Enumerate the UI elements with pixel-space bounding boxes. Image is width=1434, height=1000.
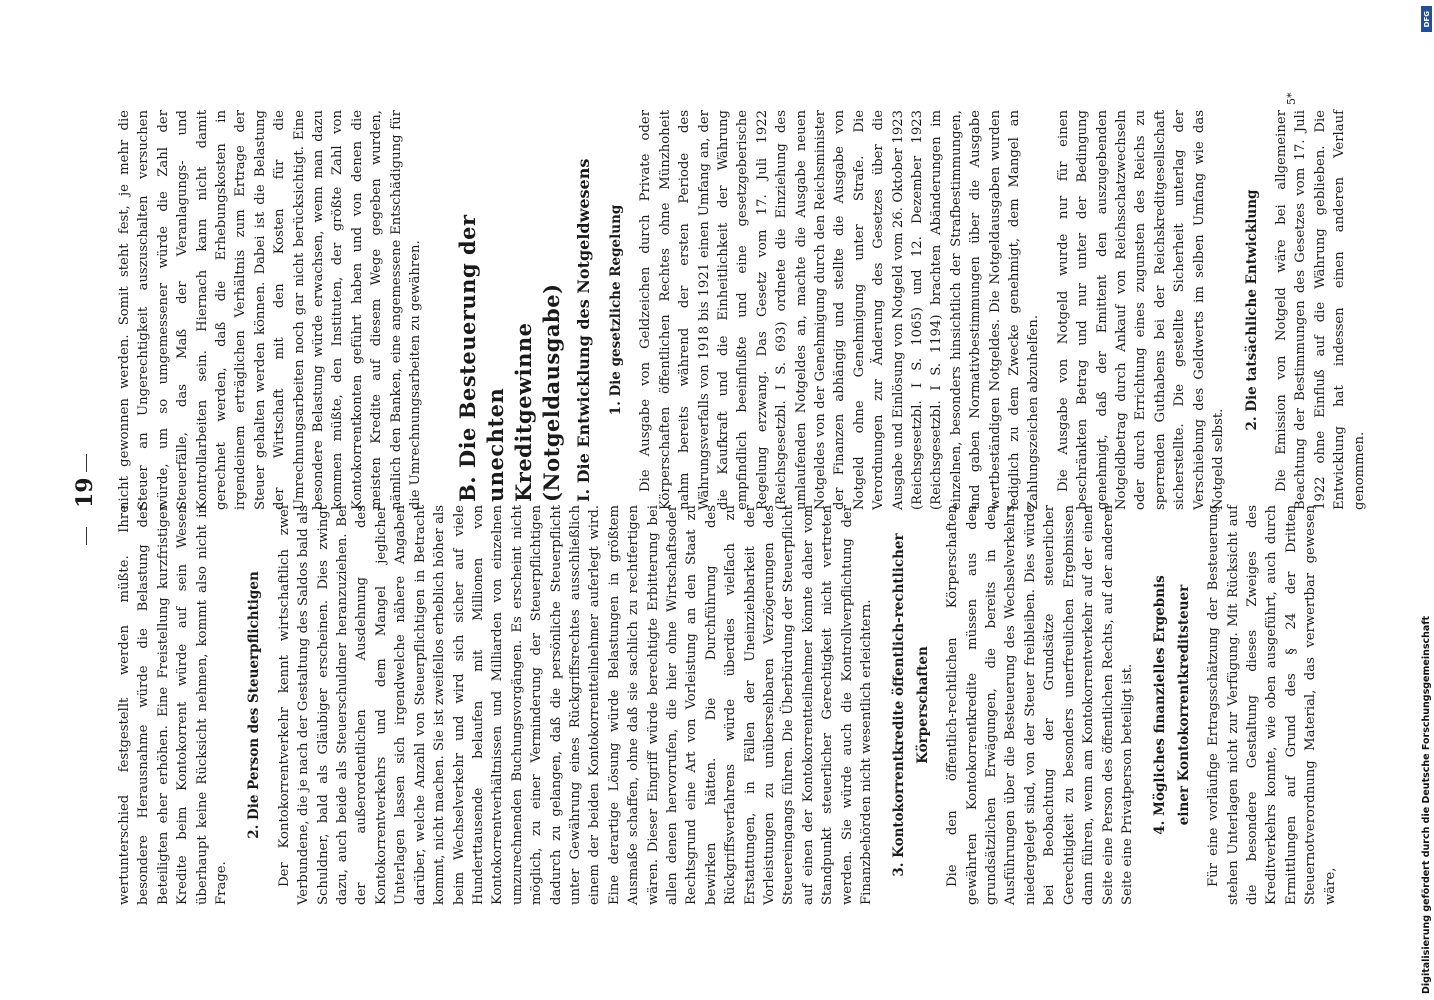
section-heading: einer Kontokorrentkreditsteuer [1175,584,1192,826]
section-heading: Körperschaften [914,646,931,764]
section-heading: 3. Kontokorrentkredite öffentlich-rechtlicher [891,533,908,877]
paragraph: wertunterschied festgestellt werden müßte. Ihre besondere Herausnahme würde die Belastung der Beteiligten eher erhöhen. Eine Freistellung kurzfristiger Kredite beim Kontokorrent würde auf sein Wesen überhaupt keine Rücksicht nehmen, kommt also nicht in Frage. [117,505,230,905]
paragraph: Die den öffentlich-rechtlichen Körperschaften gewährten Kontokorrentkredite müssen aus den grundsätzlichen Erwägungen, die bereits in den Ausführungen über die Besteuerung des Wechselverkehrs niedergelegt sind, von der Steuer freibleiben. Dies würde bei Beobachtung der Grundsätze steuerlicher Gerechtigkeit zu besonders unerfreulichen Ergebnissen dann führen, wenn am Kontokorrentverkehr auf der einen Seite eine Person des öffentlichen Rechts, auf der anderen Seite eine Privatperson beteiligt ist. [945,505,1135,905]
section-heading: 1. Die gesetzliche Regelung [607,204,624,416]
paragraph: Für eine vorläufige Ertragsschätzung der Besteuerung stehen Unterlagen nicht zur Verfügung. Mit Rücksicht auf die besondere Gestaltung dieses Zweiges des Kreditverkehrs konnte, wie oben ausgeführt, auch durch Ermittlungen auf Grund des § 24 der Dritten Steuernotverordnung Material, das verwertbar gewesen wäre, [1206,505,1338,905]
chapter-heading: Kreditgewinne (Notgeldausgabe) [510,283,564,502]
page-number: 19 [72,477,98,508]
paragraph: Die Ausgabe von Notgeld wurde nur für einen beschränkten Betrag und nur unter der Bedingung genehmigt, daß der Emittent den auszugebenden Notgeldbetrag durch Ankauf von Reichsschatzwechseln oder durch Errichtung eines zugunsten des Reichs zu sperrenden Guthabens bei der Reichskreditgesellschaft sicherstellte. Die gestellte Sicherheit unterlag der Verschiebung des Geldwerts im selben Umfang wie das Notgeld selbst. [1055,110,1227,510]
dfg-logo-text: DFG [1422,10,1431,28]
credit-text: Digitalisierung gefördert durch die Deutsche Forschungsgemeinschaft [1420,616,1432,994]
page-number-dash [86,527,87,545]
paragraph: Die Ausgabe von Geldzeichen durch Private oder Körperschaften öffentlichen Rechtes ohne Münzhoheit nahm bereits während der ersten Periode des Währungsverfalls von 1918 bis 1921 einen Umfang an, der die Kaufkraft und die Einheitlichkeit der Währung empfindlich beeinflußte und eine gesetzgeberische Regelung erzwang. Das Gesetz vom 17. Juli 1922 (Reichsgesetzbl. I S. 693) ordnete die Einziehung des umlaufenden Notgeldes an, machte die Ausgabe neuen Notgeldes von der Genehmigung durch den Reichsminister der Finanzen abhängig und stellte die Ausgabe von Notgeld ohne Genehmigung unter Strafe. Die Verordnungen zur Änderung des Gesetzes über die Ausgabe und Einlösung von Notgeld vom 26. Oktober 1923 (Reichsgesetzbl. I S. 1065) und 12. Dezember 1923 (Reichsgesetzbl. I S. 1194) brachten Abänderungen im einzelnen, besonders hinsichtlich der Strafbestimmungen, und gaben Normativbestimmungen über die Ausgabe wertbeständigen Notgeldes. Die Notgeldausgaben wurden lediglich zu dem Zwecke genehmigt, dem Mangel an Zahlungszeichen abzuhelfen. [638,110,1042,510]
section-heading: 2. Die tatsächliche Entwicklung [1243,189,1260,431]
digitization-credit [1418,6,1434,994]
paragraph: Die Emission von Notgeld wäre bei allgemeiner Beachtung der Bestimmungen des Gesetzes vom 17. Juli 1922 ohne Einfluß auf die Währung geblieben. Die Entwicklung hat indessen einen anderen Verlauf genommen. [1273,110,1367,510]
chapter-heading: B. Die Besteuerung der unechten [454,214,508,502]
left-column [115,505,1340,905]
section-heading: 2. Die Person des Steuerpflichtigen [246,571,263,839]
section-heading: 4. Mögliches finanzielles Ergebnis [1152,575,1169,835]
paragraph: nicht gewonnen werden. Somit steht fest, je mehr die Steuer an Ungerechtigkeit auszuschalten versuchen würde, um so umgemessener würde die Zahl der Steuerfälle, das Maß der Veranlagungs- und Kontrollarbeiten sein. Hiernach kann nicht damit gerechnet werden, daß die Erhebungskosten in irgendeinem erträglichen Verhältnis zum Ertrage der Steuer gehalten werden können. Dabei ist die Belastung der Wirtschaft mit den Kosten für die Umrechnungsarbeiten noch gar nicht berücksichtigt. Eine besondere Belastung würde erwachsen, wenn man dazu kommen müßte, den Instituten, der größte Zahl von Kontokorrentkonten geführt haben und von denen die meisten Kredite auf diesem Wege gegeben wurden, nämlich den Banken, eine angemessene Entschädigung für die Umrechnungsarbeiten zu gewähren. [117,110,424,510]
right-column [115,110,1369,510]
subchapter-heading: I. Die Entwicklung des Notgeldwesens [573,158,593,502]
signature-mark: 5* [1285,92,1298,105]
paragraph: Der Kontokorrentverkehr kennt wirtschaftlich zwei Verbundene, die je nach der Gestaltung des Saldos bald als Schuldner, bald als Gläubiger erscheinen. Dies zwingt dazu, auch beide als Steuerschuldner heranzuziehen. Bei der außerordentlichen Ausdehnung des Kontokorrentverkehrs und dem Mangel jeglicher Unterlagen lassen sich irgendwelche nähere Angaben darüber, welche Anzahl von Steuerpflichtigen in Betracht kommt, nicht machen. Sie ist zweifellos erheblich höher als beim Wechselverkehr und wird sich sicher auf viele Hunderttausende belaufen mit Millionen von Kontokorrentverhältnissen und Milliarden von einzelnen umzurechnenden Buchungsvorgängen. Es erscheint nicht möglich, zu einer Verminderung der Steuerpflichtigen dadurch zu gelangen, daß die persönliche Steuerpflicht unter Gewährung eines Rückgriffsrechtes ausschließlich einem der beiden Kontokorrentteilnehmer auferlegt wird. Eine derartige Lösung würde Belastungen in größtem Ausmaße schaffen, ohne daß sie sachlich zu rechtfertigen wären. Dieser Eingriff würde berechtigte Erbitterung bei allen denen hervorrufen, die hier ohne Wirtschaftsoder Rechtsgrund eine Art von Vorleistung an den Staat zu bewirken hätten. Die Durchführung des Rückgriffsverfahrens würde überdies vielfach zu Erstattungen, in Fällen der Uneinziehbarkeit der Vorleistungen zu unübersehbaren Verzögerungen des Steuereingangs führen. Die Überbürdung der Steuerpflicht auf einen der Kontokorrentteilnehmer könnte daher vom Standpunkt steuerlicher Gerechtigkeit nicht vertreten werden. Sie würde auch die Kontrollverpflichtung der Finanzbehörden nicht wesentlich erleichtern. [276,505,875,905]
page-number-dash [86,454,87,472]
